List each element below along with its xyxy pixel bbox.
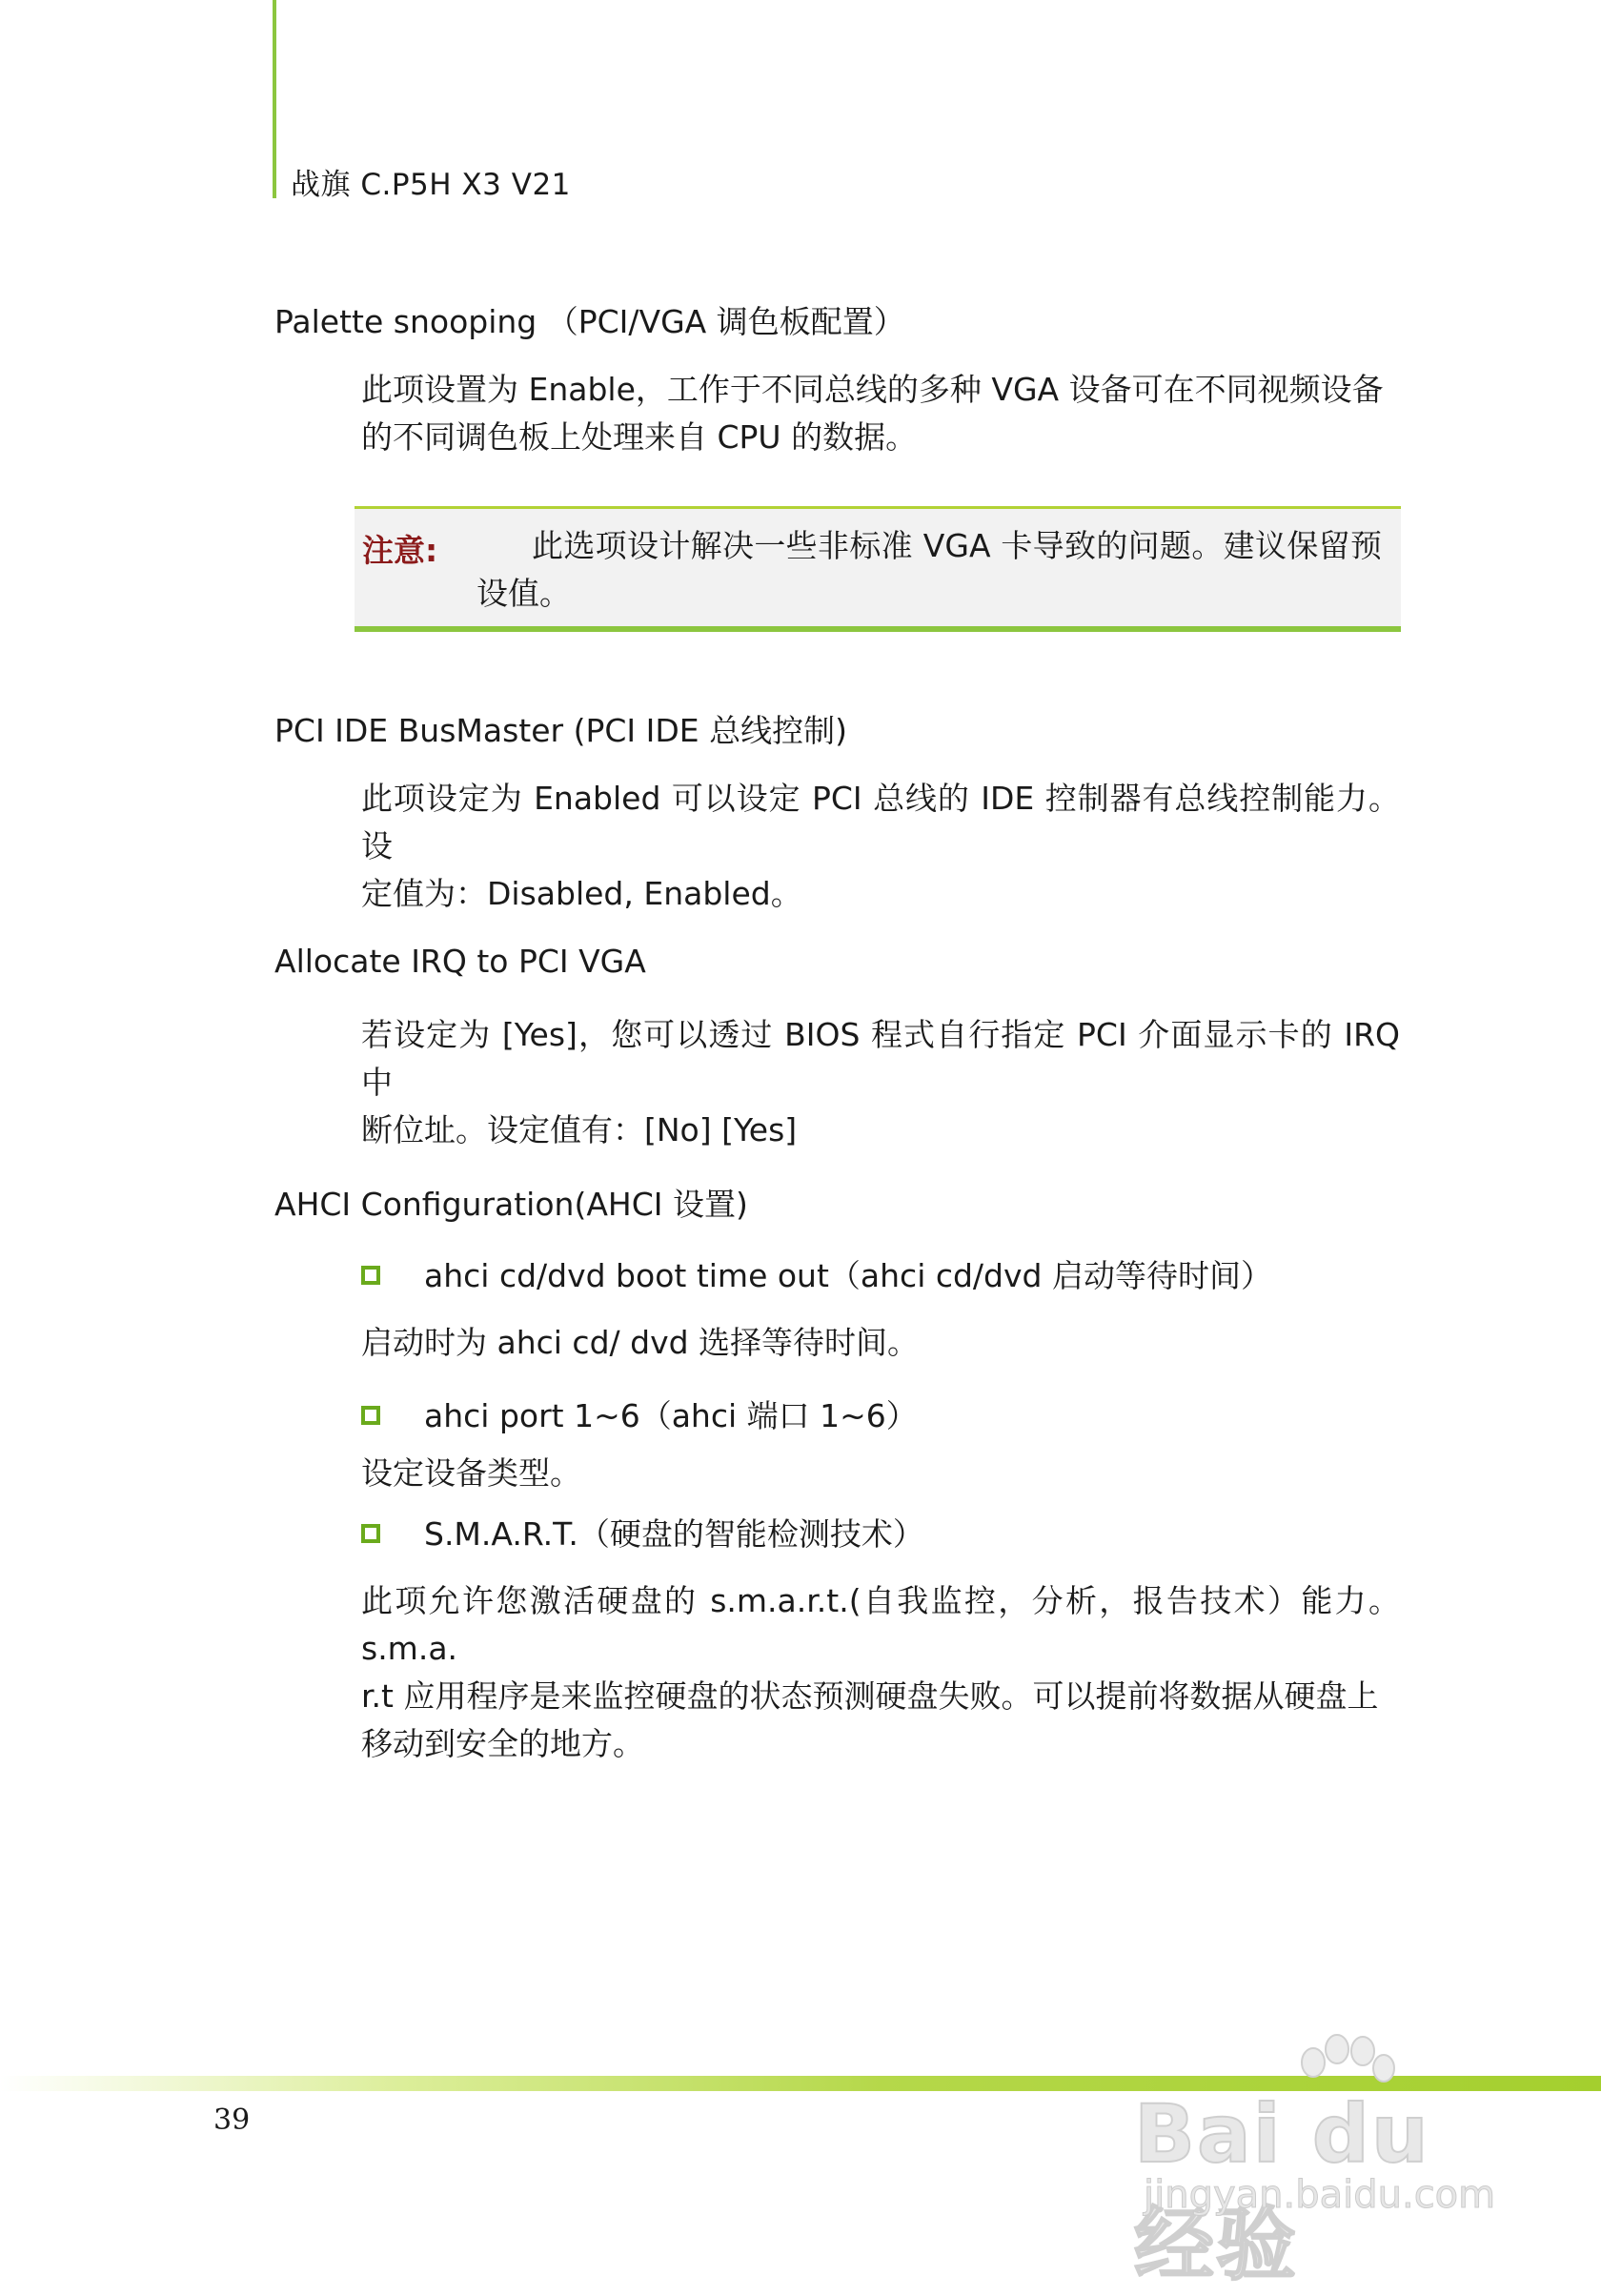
ahci-item-desc bbox=[361, 1319, 1400, 1367]
checkbox-bullet-icon bbox=[361, 1266, 380, 1285]
ahci-item-label: ahci cd/dvd boot time out（ahci cd/dvd 启动等待时间） bbox=[424, 1257, 1272, 1294]
paragraph-line: 此项允许您激活硬盘的 s.m.a.r.t.(自我监控，分析，报告技术）能力。s.m.a. bbox=[361, 1582, 1400, 1667]
ahci-item-boot-timeout bbox=[361, 1251, 1400, 1296]
baidu-watermark bbox=[1134, 2030, 1515, 2291]
section-heading-ahci: AHCI Configuration(AHCI 设置) bbox=[274, 1186, 748, 1223]
watermark-url: jingyan.baidu.com bbox=[1144, 2173, 1496, 2217]
checkbox-bullet-icon bbox=[361, 1524, 380, 1543]
note-label: 注意: bbox=[362, 532, 438, 569]
note-box bbox=[355, 506, 1401, 632]
checkbox-bullet-icon bbox=[361, 1406, 380, 1425]
ahci-item-desc bbox=[361, 1577, 1400, 1768]
section-heading-irq: Allocate IRQ to PCI VGA bbox=[274, 943, 646, 980]
ahci-item-label: ahci port 1~6（ahci 端口 1~6） bbox=[424, 1397, 918, 1434]
section-paragraph-irq bbox=[361, 1011, 1400, 1154]
paragraph-line: 若设定为 [Yes]，您可以透过 BIOS 程式自行指定 PCI 介面显示卡的 IRQ 中 bbox=[361, 1016, 1400, 1101]
section-heading-palette: Palette snooping （PCI/VGA 调色板配置） bbox=[274, 303, 905, 340]
note-text: 此选项设计解决一些非标准 VGA 卡导致的问题。建议保留预设值。 bbox=[476, 527, 1382, 612]
ahci-item-port bbox=[361, 1392, 1400, 1436]
section-paragraph-busmaster bbox=[361, 775, 1400, 918]
ahci-item-desc bbox=[361, 1450, 1400, 1497]
ahci-item-label: S.M.A.R.T.（硬盘的智能检测技术） bbox=[424, 1515, 924, 1553]
paragraph-line: 的不同调色板上处理来自 CPU 的数据。 bbox=[361, 418, 918, 456]
header-title: 战旗 C.P5H X3 V21 bbox=[291, 168, 571, 202]
section-heading-busmaster: PCI IDE BusMaster (PCI IDE 总线控制) bbox=[274, 712, 847, 749]
paragraph-line: 定值为：Disabled, Enabled。 bbox=[361, 875, 802, 912]
paragraph-line: r.t 应用程序是来监控硬盘的状态预测硬盘失败。可以提前将数据从硬盘上 bbox=[361, 1677, 1379, 1715]
ahci-item-smart bbox=[361, 1510, 1400, 1554]
paragraph-line: 启动时为 ahci cd/ dvd 选择等待时间。 bbox=[361, 1324, 920, 1361]
section-paragraph-palette bbox=[361, 366, 1400, 461]
paragraph-line: 设定设备类型。 bbox=[361, 1454, 581, 1492]
page-number: 39 bbox=[213, 2103, 251, 2137]
header-accent-bar bbox=[273, 0, 276, 198]
paragraph-line: 此项设置为 Enable，工作于不同总线的多种 VGA 设备可在不同视频设备 bbox=[361, 371, 1384, 408]
watermark-brand: Bai du 经验 bbox=[1134, 2087, 1430, 2291]
paragraph-line: 移动到安全的地方。 bbox=[361, 1725, 644, 1762]
paragraph-line: 断位址。设定值有：[No] [Yes] bbox=[361, 1111, 798, 1148]
paragraph-line: 此项设定为 Enabled 可以设定 PCI 总线的 IDE 控制器有总线控制能力。设 bbox=[361, 780, 1400, 864]
